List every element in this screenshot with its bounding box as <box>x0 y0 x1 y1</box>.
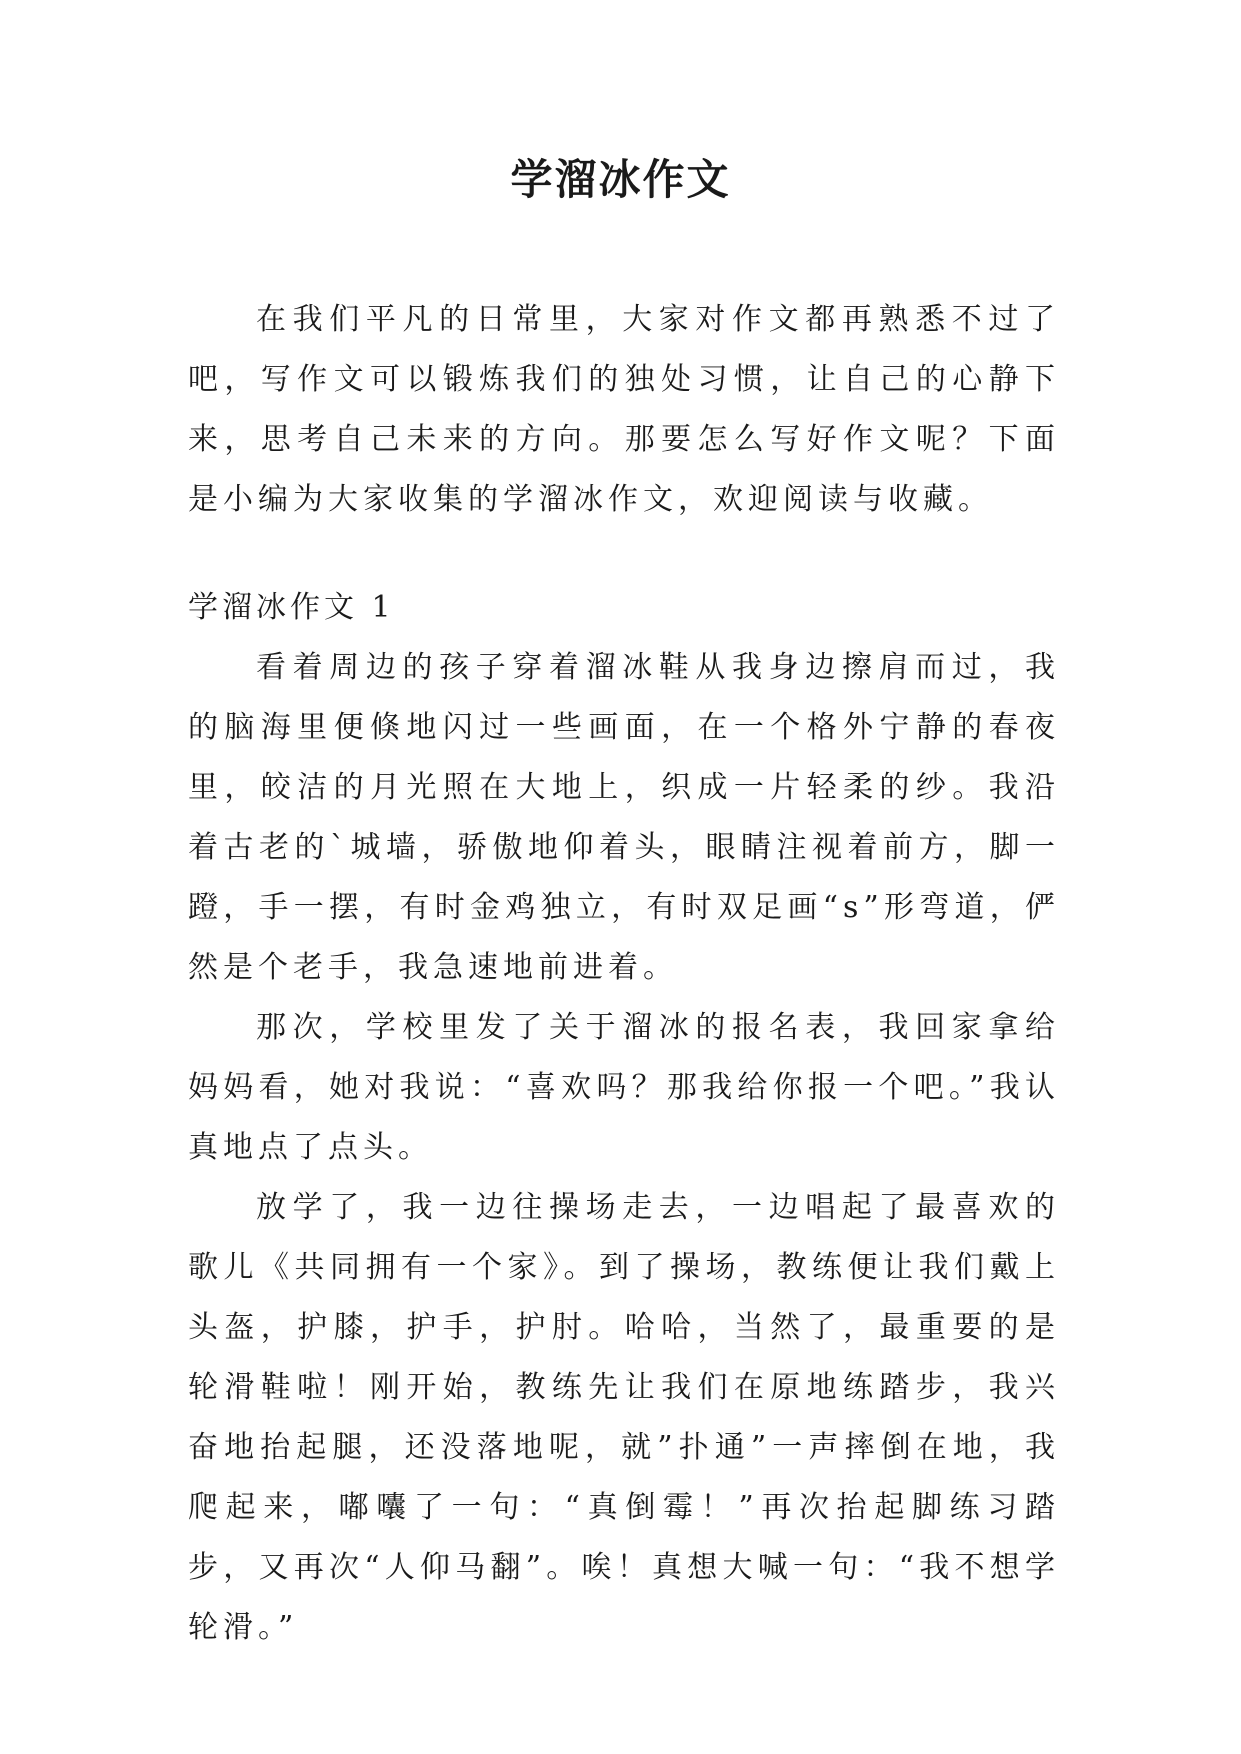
document-body <box>188 290 1060 1658</box>
body-paragraph: 那次，学校里发了关于溜冰的报名表，我回家拿给妈妈看，她对我说：“喜欢吗？那我给你报一个吧。”我认真地点了点头。 <box>188 1010 1060 1165</box>
document-title: 学溜冰作文 <box>510 155 731 204</box>
body-paragraph: 看着周边的孩子穿着溜冰鞋从我身边擦肩而过，我的脑海里便倏地闪过一些画面，在一个格外宁静的春夜里，皎洁的月光照在大地上，织成一片轻柔的纱。我沿着古老的`城墙，骄傲地仰着头，眼睛注视着前方，脚一蹬，手一摆，有时金鸡独立，有时双足画“s”形弯道，俨然是个老手，我急速地前进着。 <box>188 650 1060 985</box>
body-paragraph: 放学了，我一边往操场走去，一边唱起了最喜欢的歌儿《共同拥有一个家》。到了操场，教练便让我们戴上头盔，护膝，护手，护肘。哈哈，当然了，最重要的是轮滑鞋啦！刚开始，教练先让我们在原地练踏步，我兴奋地抬起腿，还没落地呢，就”扑通”一声摔倒在地，我爬起来，嘟囔了一句：“真倒霉！”再次抬起脚练习踏步，又再次“人仰马翻”。唉！真想大喊一句：“我不想学轮滑。” <box>188 1190 1060 1645</box>
section-heading: 学溜冰作文 1 <box>188 590 395 625</box>
intro-paragraph: 在我们平凡的日常里，大家对作文都再熟悉不过了吧，写作文可以锻炼我们的独处习惯，让自己的心静下来，思考自己未来的方向。那要怎么写好作文呢？下面是小编为大家收集的学溜冰作文，欢迎阅读与收藏。 <box>188 302 1060 517</box>
